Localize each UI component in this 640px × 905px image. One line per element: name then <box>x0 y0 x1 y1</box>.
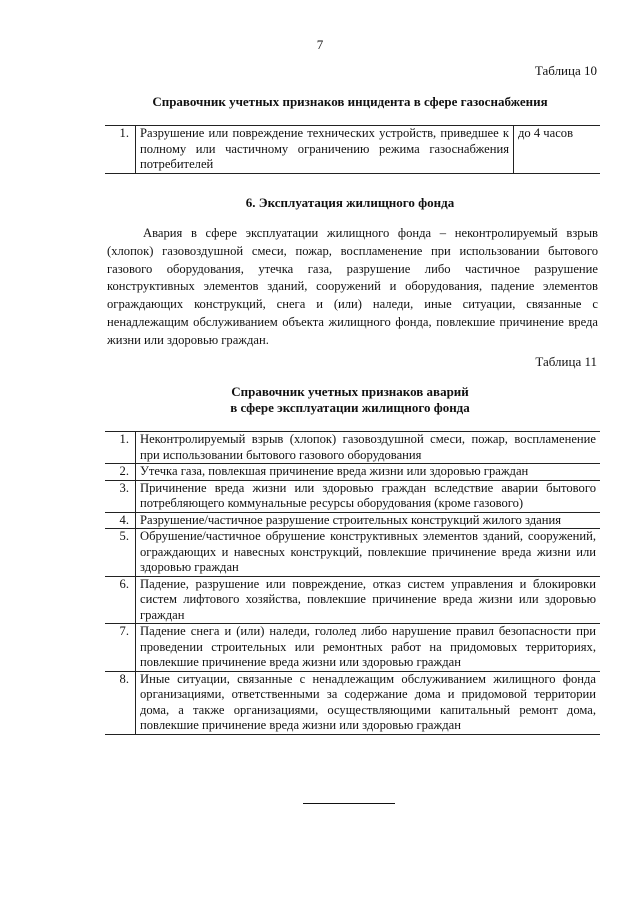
gas-incident-table <box>105 125 600 174</box>
table-row <box>105 529 600 577</box>
table-11-caption: Таблица 11 <box>535 354 597 369</box>
table-row <box>105 512 600 529</box>
row-number: 4. <box>105 512 136 529</box>
table-row <box>105 464 600 481</box>
row-text: Падение снега и (или) наледи, гололед либо нарушение правил безопасности при проведении строительных или ремонтных работ на придомовых территориях, повлекшие причинение вреда жизни или здоровью граждан <box>136 624 601 672</box>
table-row <box>105 576 600 624</box>
row-text: Падение, разрушение или повреждение, отказ систем управления и блокировки систем лифтового хозяйства, повлекшие причинение вреда жизни или здоровью граждан <box>136 576 601 624</box>
page-number: 7 <box>316 37 324 52</box>
row-text: Причинение вреда жизни или здоровью граждан вследствие аварии бытового потребляющего коммунальные ресурсы оборудования (кроме газового) <box>136 480 601 512</box>
section-heading: 6. Эксплуатация жилищного фонда <box>245 195 455 210</box>
housing-accident-table <box>105 431 600 735</box>
row-number: 6. <box>105 576 136 624</box>
row-number: 3. <box>105 480 136 512</box>
row-number: 7. <box>105 624 136 672</box>
row-number: 2. <box>105 464 136 481</box>
table-10-title: Справочник учетных признаков инцидента в сфере газоснабжения <box>152 94 548 109</box>
table-11-title-line1: Справочник учетных признаков аварий <box>231 384 469 399</box>
table-10-caption: Таблица 10 <box>534 63 597 78</box>
table-row <box>105 624 600 672</box>
row-number: 8. <box>105 671 136 734</box>
table-11-title-line2: в сфере эксплуатации жилищного фонда <box>230 400 470 415</box>
row-text: Иные ситуации, связанные с ненадлежащим обслуживанием жилищного фонда организациями, ответственными за содержание дома и придомовой территории дома, а также организациями, осуществляющими капитальный ремонт дома, повлекшие причинение вреда жизни или здоровью граждан <box>136 671 601 734</box>
row-number: 1. <box>105 432 136 464</box>
table-row <box>105 671 600 734</box>
table-row <box>105 126 600 174</box>
row-number: 5. <box>105 529 136 577</box>
row-term: до 4 часов <box>514 126 601 174</box>
row-text: Утечка газа, повлекшая причинение вреда жизни или здоровью граждан <box>136 464 601 481</box>
row-text: Неконтролируемый взрыв (хлопок) газовоздушной смеси, пожар, воспламенение при использовании бытового газового оборудования <box>136 432 601 464</box>
row-text: Обрушение/частичное обрушение конструктивных элементов зданий, сооружений, ограждающих и навесных конструкций, повлекшие причинение вреда жизни или здоровью граждан <box>136 529 601 577</box>
table-row <box>105 480 600 512</box>
table-row <box>105 432 600 464</box>
row-text: Разрушение/частичное разрушение строительных конструкций жилого здания <box>136 512 601 529</box>
footer-rule <box>303 803 395 804</box>
row-number: 1. <box>105 126 136 174</box>
section-paragraph: Авария в сфере эксплуатации жилищного фонда – неконтролируемый взрыв (хлопок) газовоздушной смеси, пожар, воспламенение при использовании бытового газового оборудования, утечка газа, разрушение либо частичное разрушение конструктивных элементов зданий, сооружений и оборудования, падение элементов ограждающих конструкций, снега и (или) наледи, иные ситуации, связанные с ненадлежащим обслуживанием объекта жилищного фонда, повлекшие причинение вреда жизни или здоровью граждан. <box>107 226 598 347</box>
row-text: Разрушение или повреждение технических устройств, приведшее к полному или частичному ограничению режима газоснабжения потребителей <box>136 126 514 174</box>
